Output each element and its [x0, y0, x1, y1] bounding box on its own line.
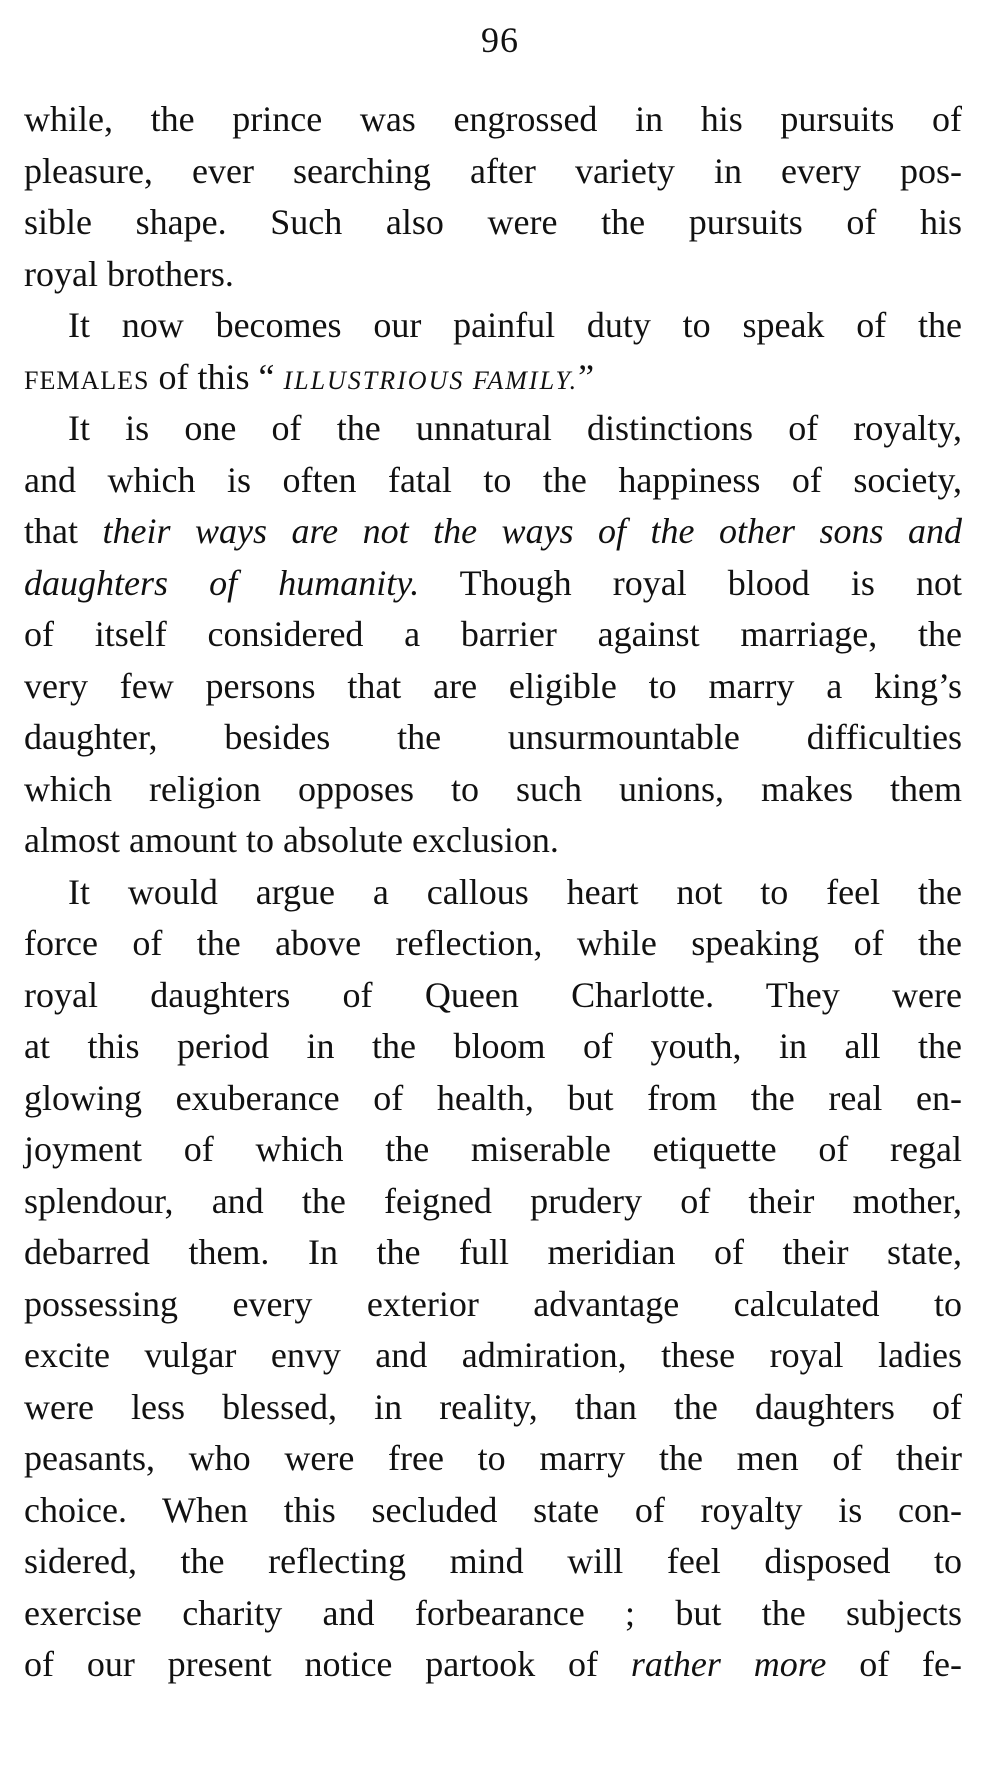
text-line — [24, 506, 962, 558]
text-fragment: of this “ — [149, 356, 284, 397]
text-line: It now becomes our painful duty to speak of the — [68, 305, 962, 345]
body-text — [24, 94, 962, 1691]
text-fragment: Though royal blood is not — [419, 562, 963, 603]
italic-phrase: daughters of humanity. — [24, 562, 420, 603]
text-line: were less blessed, in reality, than the daughters of — [24, 1386, 962, 1427]
text-line: It would argue a callous heart not to feel the — [68, 871, 962, 912]
text-line: possessing every exterior advantage calculated to — [24, 1283, 962, 1324]
text-line: splendour, and the feigned prudery of their mother, — [24, 1180, 962, 1221]
text-fragment: of our present notice partook of — [24, 1644, 631, 1684]
text-line: glowing exuberance of health, but from the real en- — [24, 1077, 962, 1118]
text-line: very few persons that are eligible to marry a king’s — [24, 665, 962, 706]
text-line: sible shape. Such also were the pursuits of his — [24, 202, 962, 242]
text-line: at this period in the bloom of youth, in all the — [24, 1026, 962, 1066]
text-line: and which is often fatal to the happiness of society, — [24, 459, 962, 500]
text-line: royal brothers. — [24, 253, 234, 294]
italic-phrase: their ways are not the ways of the other sons and — [102, 511, 963, 551]
text-line: pleasure, ever searching after variety in every pos- — [24, 150, 962, 191]
italic-phrase: rather more — [630, 1644, 827, 1684]
text-fragment: that — [24, 511, 103, 551]
text-line — [24, 352, 962, 404]
text-line: It is one of the unnatural distinctions of royalty, — [68, 408, 962, 448]
text-line: sidered, the reflecting mind will feel disposed to — [24, 1541, 962, 1581]
text-line: peasants, who were free to marry the men of their — [24, 1438, 962, 1478]
text-line: exercise charity and forbearance ; but the subjects — [24, 1592, 962, 1633]
text-fragment: ” — [578, 356, 595, 397]
text-line: choice. When this secluded state of royalty is con- — [24, 1489, 962, 1530]
text-line: almost amount to absolute exclusion. — [24, 820, 559, 860]
text-line — [24, 558, 962, 610]
text-line: debarred them. In the full meridian of their state, — [24, 1232, 962, 1272]
text-line — [24, 1639, 962, 1691]
text-line: which religion opposes to such unions, makes them — [24, 768, 962, 809]
text-line: joyment of which the miserable etiquette of regal — [24, 1129, 962, 1169]
italic-caps-phrase: ILLUSTRIOUS FAMILY. — [283, 365, 579, 395]
text-line: of itself considered a barrier against marriage, the — [24, 614, 962, 654]
text-line: royal daughters of Queen Charlotte. They were — [24, 974, 962, 1015]
text-fragment: of fe- — [826, 1644, 962, 1684]
text-line: force of the above reflection, while speaking of the — [24, 923, 962, 963]
text-line: excite vulgar envy and admiration, these royal ladies — [24, 1335, 962, 1375]
small-caps-word: FEMALES — [24, 365, 150, 395]
text-line: daughter, besides the unsurmountable difficulties — [24, 717, 962, 757]
text-line: while, the prince was engrossed in his pursuits of — [24, 99, 962, 139]
page-number: 96 — [481, 20, 519, 60]
